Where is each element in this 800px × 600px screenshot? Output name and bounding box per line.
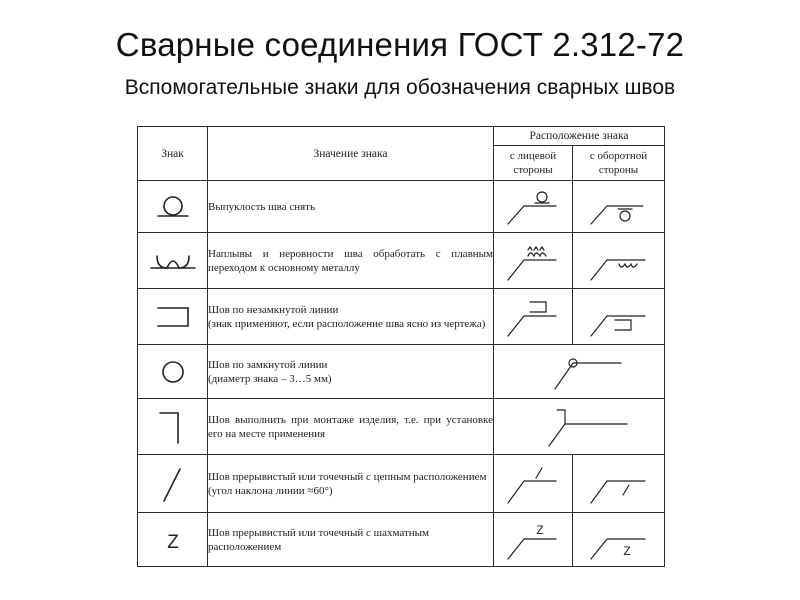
slide-title: Сварные соединения ГОСТ 2.312-72	[115, 26, 685, 63]
staggered-symbol-letter: Z	[166, 531, 179, 553]
table-row	[138, 181, 665, 233]
header-location: Расположение знака	[494, 127, 665, 146]
staggered-intermittent-icon	[148, 523, 198, 557]
row-meaning: Шов прерывистый или точечный с шахматным расположением	[208, 513, 494, 567]
back-example-open-line-icon	[579, 292, 659, 342]
example-site-weld-icon	[499, 402, 659, 452]
table-row	[138, 233, 665, 289]
open-line-seam-icon	[148, 300, 198, 334]
front-example-convexity-icon	[498, 184, 568, 230]
front-example-chain-icon	[498, 459, 568, 509]
header-back-side: с оборотной стороны	[573, 146, 665, 181]
table-row	[138, 289, 665, 345]
example-closed-line-icon	[499, 347, 659, 397]
back-example-smooth-icon	[579, 236, 659, 286]
row-meaning: Шов выполнить при монтаже изделия, т.е. при установке его на месте применения	[208, 399, 494, 455]
weld-signs-table	[137, 126, 665, 567]
row-meaning: Шов по замкнутой линии (диаметр знака – 3…5 мм)	[208, 345, 494, 399]
front-example-letter: Z	[536, 522, 544, 537]
chain-intermittent-icon	[148, 463, 198, 505]
header-front-side: с лицевой стороны	[494, 146, 573, 181]
table-row	[138, 345, 665, 399]
slide-subtitle: Вспомогательные знаки для обозначения сварных швов	[124, 76, 676, 99]
table-row	[138, 513, 665, 567]
back-example-letter: Z	[622, 543, 631, 558]
row-meaning: Наплывы и неровности шва обработать с плавным переходом к основному металлу	[208, 233, 494, 289]
row-meaning: Выпуклость шва снять	[208, 181, 494, 233]
site-weld-icon	[148, 407, 198, 447]
smooth-transition-icon	[145, 244, 201, 278]
front-example-staggered-icon	[498, 515, 568, 565]
front-example-open-line-icon	[498, 292, 568, 342]
remove-convexity-icon	[148, 190, 198, 224]
closed-line-seam-icon	[148, 355, 198, 389]
back-example-convexity-icon	[579, 184, 659, 230]
row-meaning: Шов по незамкнутой линии (знак применяют, если расположение шва ясно из чертежа)	[208, 289, 494, 345]
table-row	[138, 455, 665, 513]
back-example-chain-icon	[579, 459, 659, 509]
row-meaning: Шов прерывистый или точечный с цепным расположением (угол наклона линии ≈60°)	[208, 455, 494, 513]
back-example-staggered-icon	[579, 515, 659, 565]
front-example-smooth-icon	[498, 236, 568, 286]
header-sign: Знак	[138, 127, 208, 181]
table-row	[138, 399, 665, 455]
header-meaning: Значение знака	[208, 127, 494, 181]
